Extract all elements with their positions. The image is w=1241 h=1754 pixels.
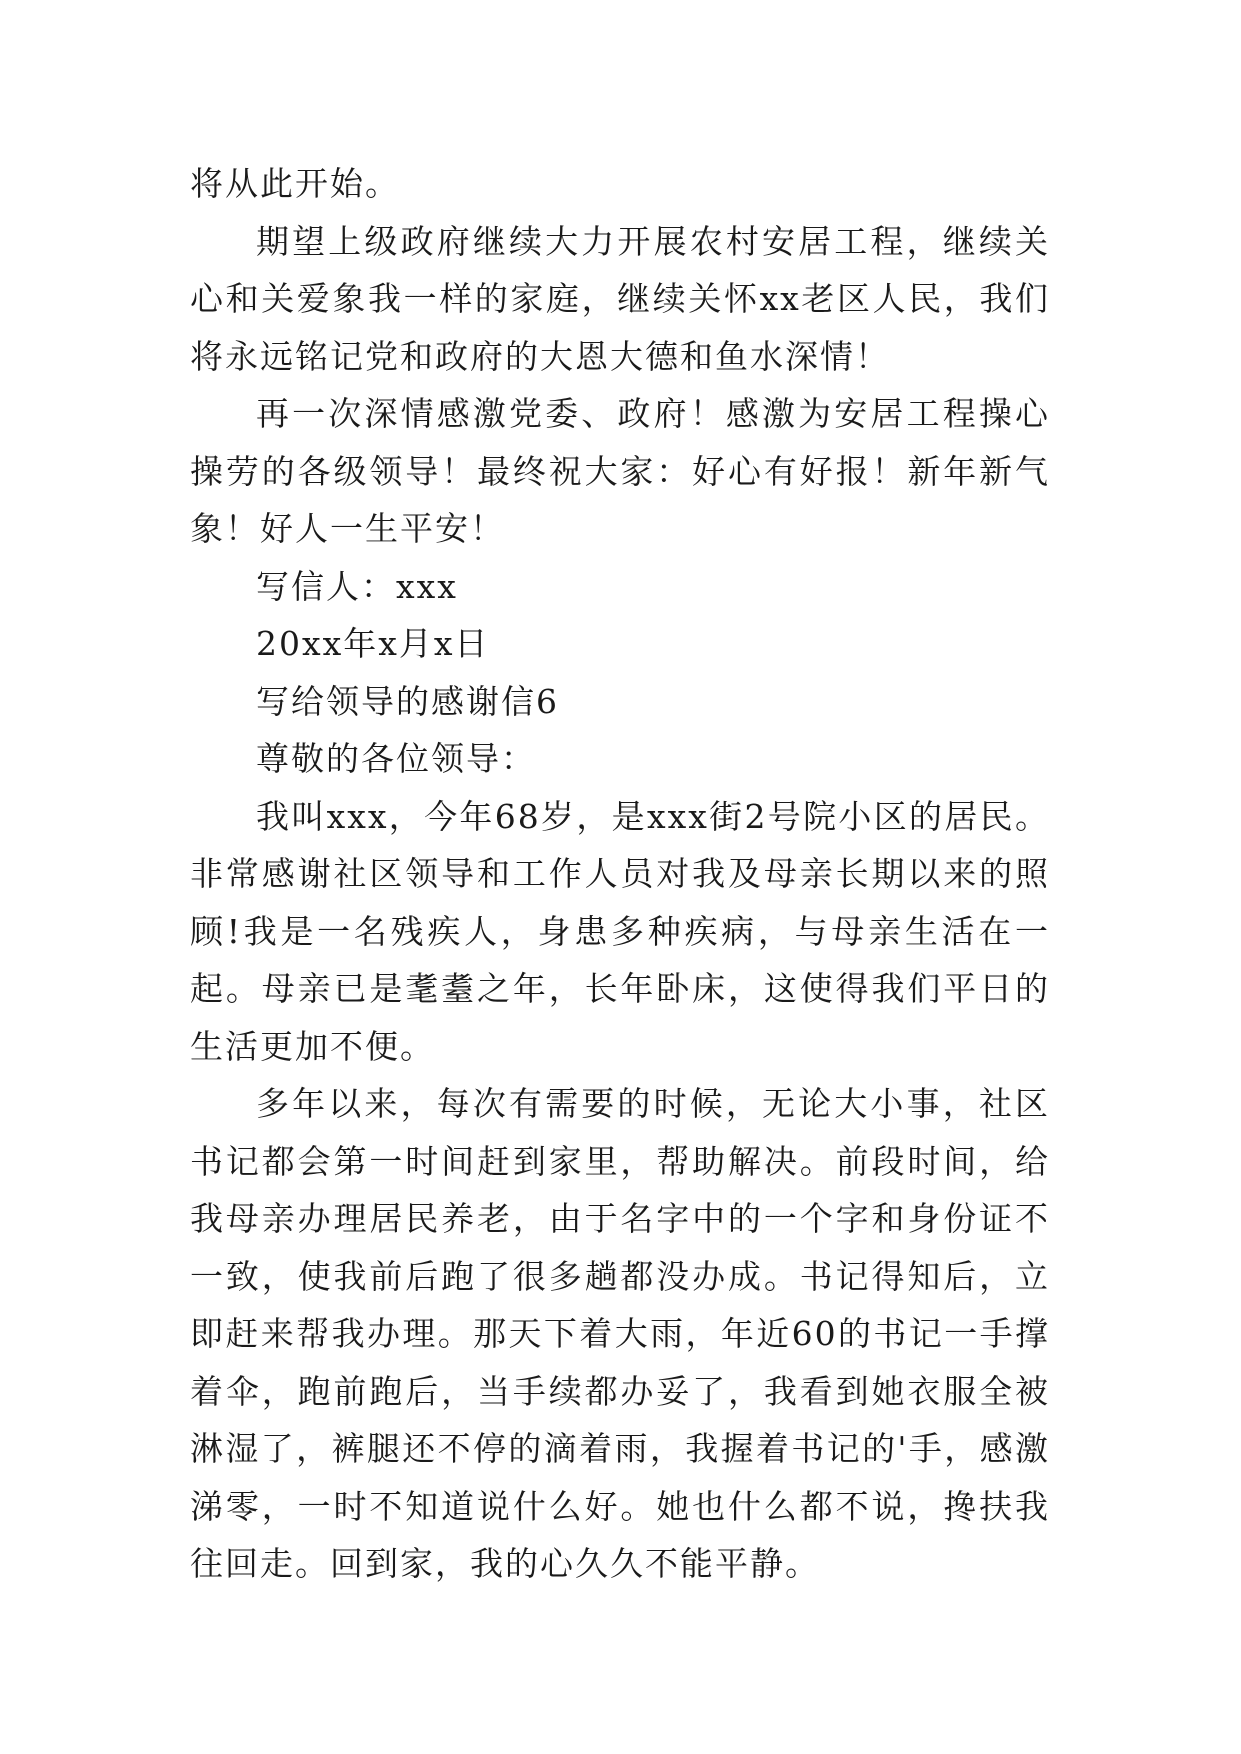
letter-date: 20xx年x月x日 — [256, 624, 490, 663]
paragraph-hope: 期望上级政府继续大力开展农村安居工程，继续关心和关爱象我一样的家庭，继续关怀xx老区人民，我们将永远铭记党和政府的大恩大德和鱼水深情！ — [190, 221, 1050, 376]
paragraph-thanks-again: 再一次深情感激党委、政府！感激为安居工程操心操劳的各级领导！最终祝大家：好心有好报！新年新气象！好人一生平安！ — [190, 394, 1050, 548]
paragraph-continuation: 将从此开始。 — [190, 164, 400, 203]
writer-signature: 写信人：xxx — [256, 566, 458, 606]
salutation: 尊敬的各位领导： — [256, 739, 536, 778]
paragraph-story: 多年以来，每次有需要的时候，无论大小事，社区书记都会第一时间赶到家里，帮助解决。前段时间，给我母亲办理居民养老，由于名字中的一个字和身份证不一致，使我前后跑了很多趟都没办成。书记得知后，立即赶来帮我办理。那天下着大雨，年近60的书记一手撑着伞，跑前跑后，当手续都办妥了，我看到她衣服全被淋湿了，裤腿还不停的滴着雨，我握着书记的'手，感激涕零，一时不知道说什么好。她也什么都不说，搀扶我往回走。回到家，我的心久久不能平静。 — [190, 1084, 1050, 1583]
section-heading: 写给领导的感谢信6 — [256, 681, 559, 721]
letter-body — [190, 155, 1050, 1593]
paragraph-intro: 我叫xxx，今年68岁，是xxx街2号院小区的居民。非常感谢社区领导和工作人员对我及母亲长期以来的照顾!我是一名残疾人，身患多种疾病，与母亲生活在一起。母亲已是耄耋之年，长年卧床，这使得我们平日的生活更加不便。 — [190, 796, 1050, 1066]
